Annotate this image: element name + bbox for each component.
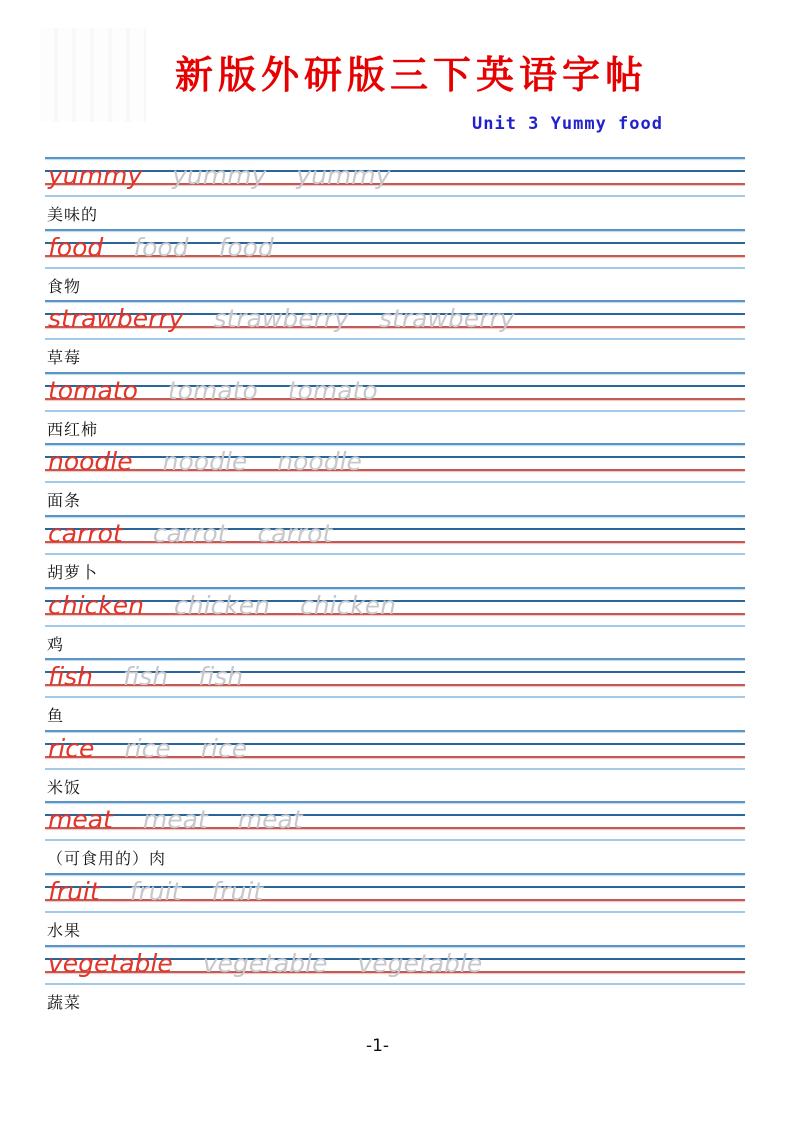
word-row: [48, 447, 362, 477]
chinese-meaning: 胡萝卜: [47, 562, 99, 582]
word-practice-row: [45, 587, 745, 659]
guideline-top: [45, 730, 745, 732]
trace-word: vegetable: [357, 948, 483, 978]
guideline-top: [45, 873, 745, 875]
trace-word: strawberry: [213, 304, 349, 334]
trace-word: noodle: [162, 447, 248, 477]
trace-word: food: [133, 232, 189, 262]
trace-word: fish: [198, 662, 244, 692]
trace-word: yummy: [296, 161, 391, 190]
model-word: tomato: [48, 375, 138, 405]
trace-word: food: [218, 232, 274, 262]
chinese-meaning: 鱼: [47, 706, 65, 726]
word-practice-row: [45, 730, 745, 802]
guideline-bottom: [45, 911, 745, 913]
guideline-bottom: [45, 410, 745, 412]
word-row: [48, 662, 244, 692]
word-practice-row: [45, 515, 745, 587]
word-row: [48, 805, 303, 835]
model-word: vegetable: [48, 948, 173, 978]
word-row: [48, 590, 396, 620]
guideline-bottom: [45, 195, 745, 197]
guideline-bottom: [45, 768, 745, 770]
word-row: [48, 733, 248, 763]
trace-word: carrot: [152, 518, 228, 548]
guideline-top: [45, 443, 745, 445]
guideline-bottom: [45, 338, 745, 340]
word-practice-row: [45, 229, 745, 301]
word-practice-row: [45, 157, 745, 229]
chinese-meaning: 鸡: [47, 634, 65, 654]
guideline-bottom: [45, 553, 745, 555]
model-word: meat: [48, 805, 113, 835]
trace-word: tomato: [287, 375, 378, 405]
model-word: rice: [48, 733, 95, 763]
guideline-top: [45, 157, 745, 159]
word-row: [48, 518, 333, 548]
guideline-bottom: [45, 696, 745, 698]
guideline-bottom: [45, 481, 745, 483]
trace-word: rice: [200, 733, 248, 763]
model-word: yummy: [48, 161, 143, 190]
chinese-meaning: 面条: [47, 491, 82, 511]
word-practice-row: [45, 658, 745, 730]
word-practice-row: [45, 443, 745, 515]
word-practice-row: [45, 300, 745, 372]
word-row: [48, 375, 378, 405]
model-word: chicken: [48, 590, 144, 620]
trace-word: yummy: [172, 161, 267, 190]
trace-word: noodle: [277, 447, 362, 477]
word-row: [48, 232, 274, 262]
guideline-bottom: [45, 625, 745, 627]
word-practice-row: [45, 801, 745, 873]
unit-subtitle: Unit 3 Yummy food: [472, 114, 663, 134]
chinese-meaning: （可食用的）肉: [47, 849, 167, 869]
guideline-top: [45, 945, 745, 947]
word-row: [48, 163, 390, 188]
trace-word: fish: [123, 662, 169, 692]
guideline-top: [45, 801, 745, 803]
chinese-meaning: 食物: [47, 276, 82, 296]
trace-word: vegetable: [202, 948, 328, 978]
guideline-top: [45, 372, 745, 374]
trace-word: rice: [124, 733, 171, 763]
word-row: [48, 948, 483, 978]
trace-word: fruit: [129, 876, 182, 906]
word-row: [48, 304, 515, 334]
chinese-meaning: 蔬菜: [47, 992, 82, 1012]
chinese-meaning: 米饭: [47, 777, 82, 797]
trace-word: strawberry: [378, 304, 515, 334]
trace-word: carrot: [257, 518, 333, 548]
chinese-meaning: 水果: [47, 920, 82, 940]
model-word: noodle: [48, 447, 133, 477]
word-practice-row: [45, 372, 745, 444]
guideline-bottom: [45, 267, 745, 269]
guideline-top: [45, 300, 745, 302]
chinese-meaning: 美味的: [47, 205, 99, 224]
model-word: fruit: [48, 876, 100, 906]
trace-word: tomato: [167, 375, 258, 405]
page-number: -1-: [365, 1036, 390, 1056]
guideline-top: [45, 515, 745, 517]
chinese-meaning: 西红柿: [47, 419, 99, 439]
word-row: [48, 876, 264, 906]
chinese-meaning: 草莓: [47, 348, 82, 368]
guideline-top: [45, 658, 745, 660]
guideline-bottom: [45, 839, 745, 841]
guideline-top: [45, 229, 745, 231]
trace-word: fruit: [211, 876, 264, 906]
word-practice-row: [45, 873, 745, 945]
guideline-bottom: [45, 983, 745, 985]
practice-sheet: [45, 157, 745, 1016]
model-word: food: [48, 232, 104, 262]
trace-word: chicken: [299, 590, 396, 620]
trace-word: meat: [142, 805, 208, 835]
model-word: strawberry: [48, 304, 184, 334]
page-title: 新版外研版三下英语字帖: [174, 52, 648, 97]
guideline-top: [45, 587, 745, 589]
word-practice-row: [45, 945, 745, 1017]
trace-word: meat: [237, 805, 303, 835]
model-word: fish: [48, 662, 94, 692]
model-word: carrot: [48, 518, 123, 548]
trace-word: chicken: [173, 590, 270, 620]
